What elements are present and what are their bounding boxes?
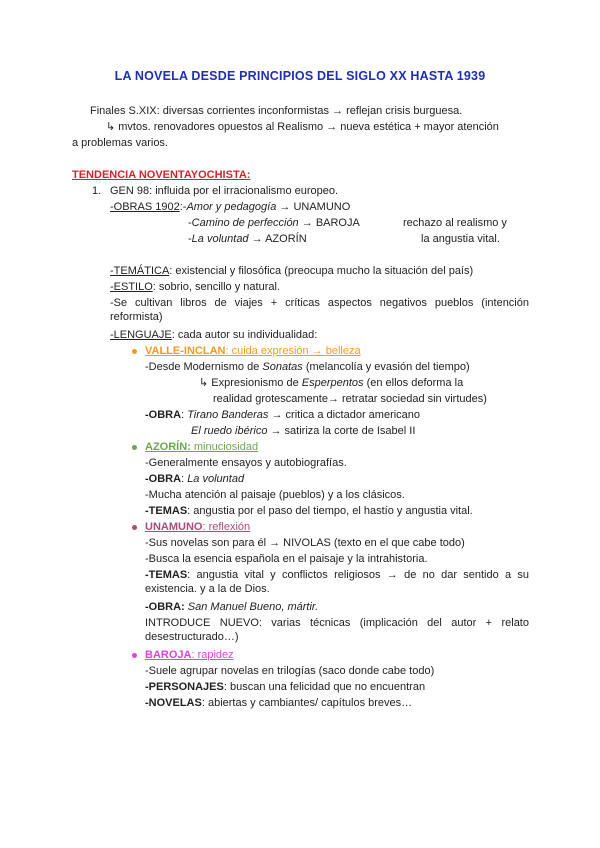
text-span: Tirano Banderas bbox=[187, 409, 269, 421]
obra-arrow: → bbox=[298, 217, 316, 229]
author-trait: : cuida expresión → belleza bbox=[225, 345, 361, 357]
azorin-obra: -OBRA: La voluntad bbox=[145, 473, 245, 485]
bullet-icon bbox=[132, 525, 137, 530]
tematica-line bbox=[110, 264, 473, 278]
intro-line-3: a problemas varios. bbox=[72, 137, 168, 149]
obra-arrow: → bbox=[248, 233, 266, 245]
rechazo-line-1: rechazo al realismo y bbox=[403, 217, 507, 229]
text-span: : angustia por el paso del tiempo, el hastío y angustia vital. bbox=[187, 505, 473, 517]
text-span: (en ellos deforma la bbox=[363, 377, 464, 389]
author-trait: : rapidez bbox=[191, 649, 234, 661]
author-name: BAROJA bbox=[145, 649, 192, 661]
lenguaje-line bbox=[110, 328, 317, 342]
rechazo-line-2: la angustia vital. bbox=[421, 233, 500, 245]
bullet-icon bbox=[132, 653, 137, 658]
author-name: AZORÍN: bbox=[145, 441, 191, 453]
text-span: ↳ Expresionismo de bbox=[199, 377, 302, 389]
unamuno-line-2: -Busca la esencia española en el paisaje y la intrahistoria. bbox=[145, 553, 428, 565]
valle-line-2 bbox=[199, 376, 463, 390]
obras-line-2 bbox=[188, 216, 360, 230]
intro-line-1: Finales S.XIX: diversas corrientes inconformistas → reflejan crisis burguesa. bbox=[90, 105, 463, 117]
estilo-line bbox=[110, 280, 280, 294]
obra-arrow: → bbox=[276, 201, 294, 213]
text-span: -PERSONAJES bbox=[145, 681, 224, 693]
text-span: -TEMAS bbox=[145, 569, 188, 581]
valle-line-3: realidad grotescamente→ retratar sociedad sin virtudes) bbox=[213, 393, 487, 405]
valle-obra-2 bbox=[191, 424, 415, 438]
estilo-text: : sobrio, sencillo y natural. bbox=[152, 281, 280, 293]
baroja-novelas bbox=[145, 696, 412, 710]
obra-prefix: :- bbox=[179, 201, 187, 213]
author-trait: minuciosidad bbox=[190, 441, 259, 453]
obra-title: Amor y pedagogía bbox=[186, 201, 277, 213]
text-span: : angustia vital y conflictos religiosos → de no dar sentido a su existencia. y a la de Dios. bbox=[145, 569, 529, 595]
azorin-line-1: -Generalmente ensayos y autobiografías. bbox=[145, 457, 347, 469]
lenguaje-text: : cada autor su individualidad: bbox=[171, 329, 318, 341]
author-unamuno-heading bbox=[145, 520, 250, 534]
bullet-icon bbox=[132, 445, 137, 450]
author-baroja-heading bbox=[145, 648, 234, 662]
obra-author: AZORÍN bbox=[265, 233, 307, 245]
author-azorin-heading bbox=[145, 440, 258, 454]
text-span: (melancolía y evasión del tiempo) bbox=[302, 361, 470, 373]
obras-line-3 bbox=[188, 232, 307, 246]
obra-prefix: - bbox=[188, 217, 192, 229]
obras-line-1 bbox=[110, 200, 350, 214]
bullet-icon bbox=[132, 349, 137, 354]
unamuno-introduce: INTRODUCE NUEVO: varias técnicas (implicación del autor + relato desestructurado…) bbox=[145, 617, 529, 643]
text-span: -Desde Modernismo de bbox=[145, 361, 263, 373]
document-title: LA NOVELA DESDE PRINCIPIOS DEL SIGLO XX HASTA 1939 bbox=[114, 69, 486, 83]
tematica-text: : existencial y filosófica (preocupa mucho la situación del país) bbox=[169, 265, 474, 277]
list-number: 1. bbox=[92, 185, 102, 197]
text-span: → critica a dictador americano bbox=[268, 409, 421, 421]
intro-line-2: ↳ mvtos. renovadores opuestos al Realismo → nueva estética + mayor atención bbox=[106, 121, 499, 133]
obra-title: Camino de perfección bbox=[191, 217, 299, 229]
text-span: → satiriza la corte de Isabel II bbox=[267, 425, 416, 437]
text-span: San Manuel Bueno, mártir. bbox=[184, 601, 319, 613]
gen98-line: GEN 98: influida por el irracionalismo europeo. bbox=[110, 185, 339, 197]
obra-title: La voluntad bbox=[191, 233, 249, 245]
text-span: Sonatas bbox=[262, 361, 303, 373]
text-span: -OBRA bbox=[145, 409, 182, 421]
azorin-temas bbox=[145, 504, 473, 518]
tematica-label: -TEMÁTICA bbox=[110, 265, 170, 277]
section-heading: TENDENCIA NOVENTAYOCHISTA: bbox=[72, 169, 251, 181]
unamuno-obra bbox=[145, 600, 318, 614]
author-trait: : reflexión bbox=[202, 521, 251, 533]
valle-line-1 bbox=[145, 360, 470, 374]
text-span: -OBRA: bbox=[145, 601, 185, 613]
obra-prefix: - bbox=[188, 233, 192, 245]
text-span: Esperpentos bbox=[301, 377, 364, 389]
text-span: : buscan una felicidad que no encuentran bbox=[223, 681, 426, 693]
author-valle-heading bbox=[145, 344, 361, 358]
author-name: UNAMUNO bbox=[145, 521, 203, 533]
unamuno-line-1: -Sus novelas son para él → NIVOLAS (texto en el que cabe todo) bbox=[145, 537, 465, 549]
text-span: : abiertas y cambiantes/ capítulos breves… bbox=[201, 697, 413, 709]
baroja-personajes bbox=[145, 680, 425, 694]
lenguaje-label: -LENGUAJE bbox=[110, 329, 172, 341]
unamuno-temas bbox=[145, 568, 529, 596]
baroja-line-1: -Suele agrupar novelas en trilogías (saco donde cabe todo) bbox=[145, 665, 435, 677]
text-span: -NOVELAS bbox=[145, 697, 202, 709]
obra-author: BAROJA bbox=[315, 217, 360, 229]
obras-label: -OBRAS 1902 bbox=[110, 201, 180, 213]
cultivan-paragraph: -Se cultivan libros de viajes + críticas aspectos negativos pueblos (intención reformista) bbox=[110, 297, 529, 323]
obra-author: UNAMUNO bbox=[293, 201, 351, 213]
azorin-line-3: -Mucha atención al paisaje (pueblos) y a los clásicos. bbox=[145, 489, 405, 501]
text-span: -OBRA bbox=[145, 473, 182, 485]
estilo-label: -ESTILO bbox=[110, 281, 153, 293]
text-span: -TEMAS bbox=[145, 505, 188, 517]
valle-obra-1: -OBRA: Tirano Banderas → critica a dictador americano bbox=[145, 409, 421, 421]
text-span: La voluntad bbox=[187, 473, 245, 485]
author-name: VALLE-INCLAN bbox=[145, 345, 226, 357]
text-span: El ruedo ibérico bbox=[191, 425, 268, 437]
